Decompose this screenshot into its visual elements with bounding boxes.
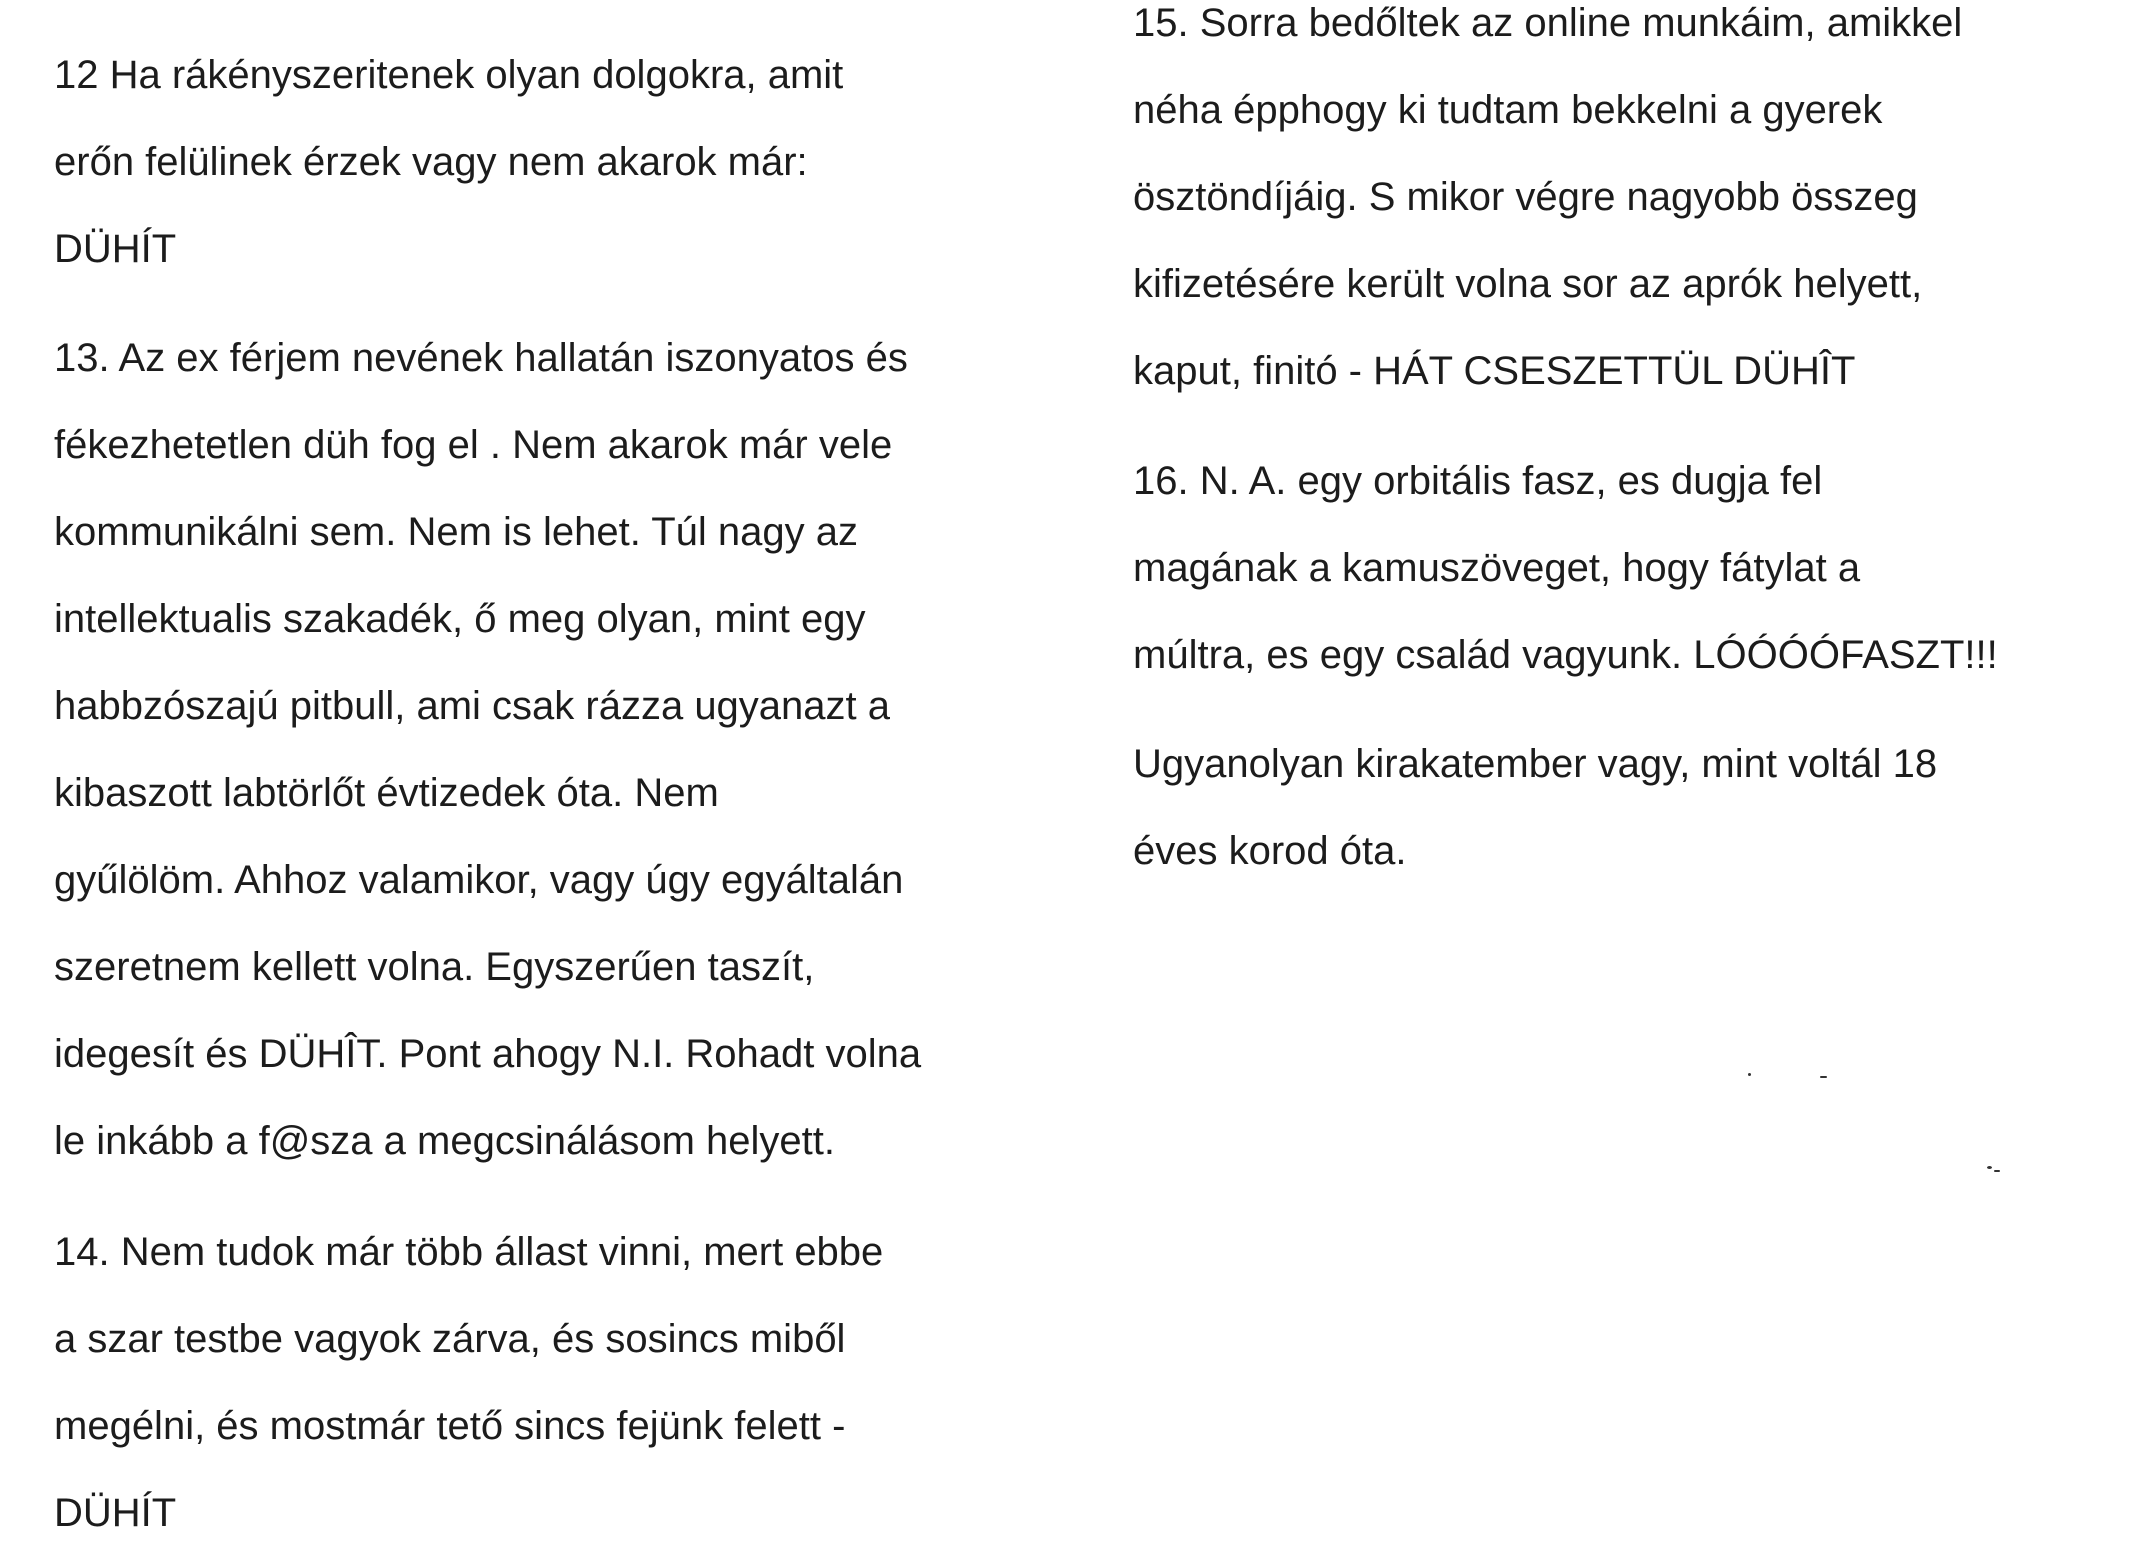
text-line: 14. Nem tudok már több állast vinni, mert ebbe [54,1230,884,1274]
text-line: szeretnem kellett volna. Egyszerűen taszít, [54,945,815,989]
speck [1820,1076,1827,1078]
paragraph-item-14 [54,1209,883,1557]
text-line: DÜHÍT [54,227,177,271]
text-line: a szar testbe vagyok zárva, és sosincs miből [54,1317,846,1361]
text-line: DÜHÍT [54,1491,177,1535]
text-line: néha épphogy ki tudtam bekkelni a gyerek [1133,88,1883,132]
text-line: megélni, és mostmár tető sincs fejünk felett - [54,1404,846,1448]
text-line: kommunikálni sem. Nem is lehet. Túl nagy az [54,510,859,554]
text-line: gyűlölöm. Ahhoz valamikor, vagy úgy egyáltalán [54,858,904,902]
text-line: ösztöndíjáig. S mikor végre nagyobb összeg [1133,175,1918,219]
text-line: éves korod óta. [1133,829,1407,873]
text-line: 16. N. A. egy orbitális fasz, es dugja fel [1133,459,1823,503]
text-line: kaput, finitó - HÁT CSESZETTÜL DÜHÎT [1133,349,1856,393]
text-line: le inkább a f@sza a megcsinálásom helyett. [54,1119,835,1163]
text-line: kibaszott labtörlőt évtizedek óta. Nem [54,771,719,815]
speck [1994,1170,2000,1172]
paragraph-item-16-followup [1133,721,1937,895]
text-line: 13. Az ex férjem nevének hallatán iszonyatos és [54,336,908,380]
text-line: kifizetésére került volna sor az aprók helyett, [1133,262,1923,306]
text-line: erőn felülinek érzek vagy nem akarok már: [54,140,808,184]
text-line: intellektualis szakadék, ő meg olyan, mint egy [54,597,866,641]
text-line: magának a kamuszöveget, hogy fátylat a [1133,546,1861,590]
paragraph-item-16 [1133,438,1998,699]
text-line: múltra, es egy család vagyunk. LÓÓÓÓFASZT!!! [1133,633,1998,677]
paragraph-item-12 [54,32,843,293]
text-line: idegesít és DÜHÎT. Pont ahogy N.I. Rohadt volna [54,1032,922,1076]
speck [1748,1073,1751,1076]
text-line: 15. Sorra bedőltek az online munkáim, amikkel [1133,1,1963,45]
speck [1987,1166,1992,1169]
text-line: 12 Ha rákényszeritenek olyan dolgokra, amit [54,53,844,97]
text-line: habbzószajú pitbull, ami csak rázza ugyanazt a [54,684,891,728]
text-line: fékezhetetlen düh fog el . Nem akarok már vele [54,423,893,467]
paragraph-item-15 [1133,0,1962,415]
paragraph-item-13 [54,315,921,1185]
text-line: Ugyanolyan kirakatember vagy, mint voltál 18 [1133,742,1938,786]
